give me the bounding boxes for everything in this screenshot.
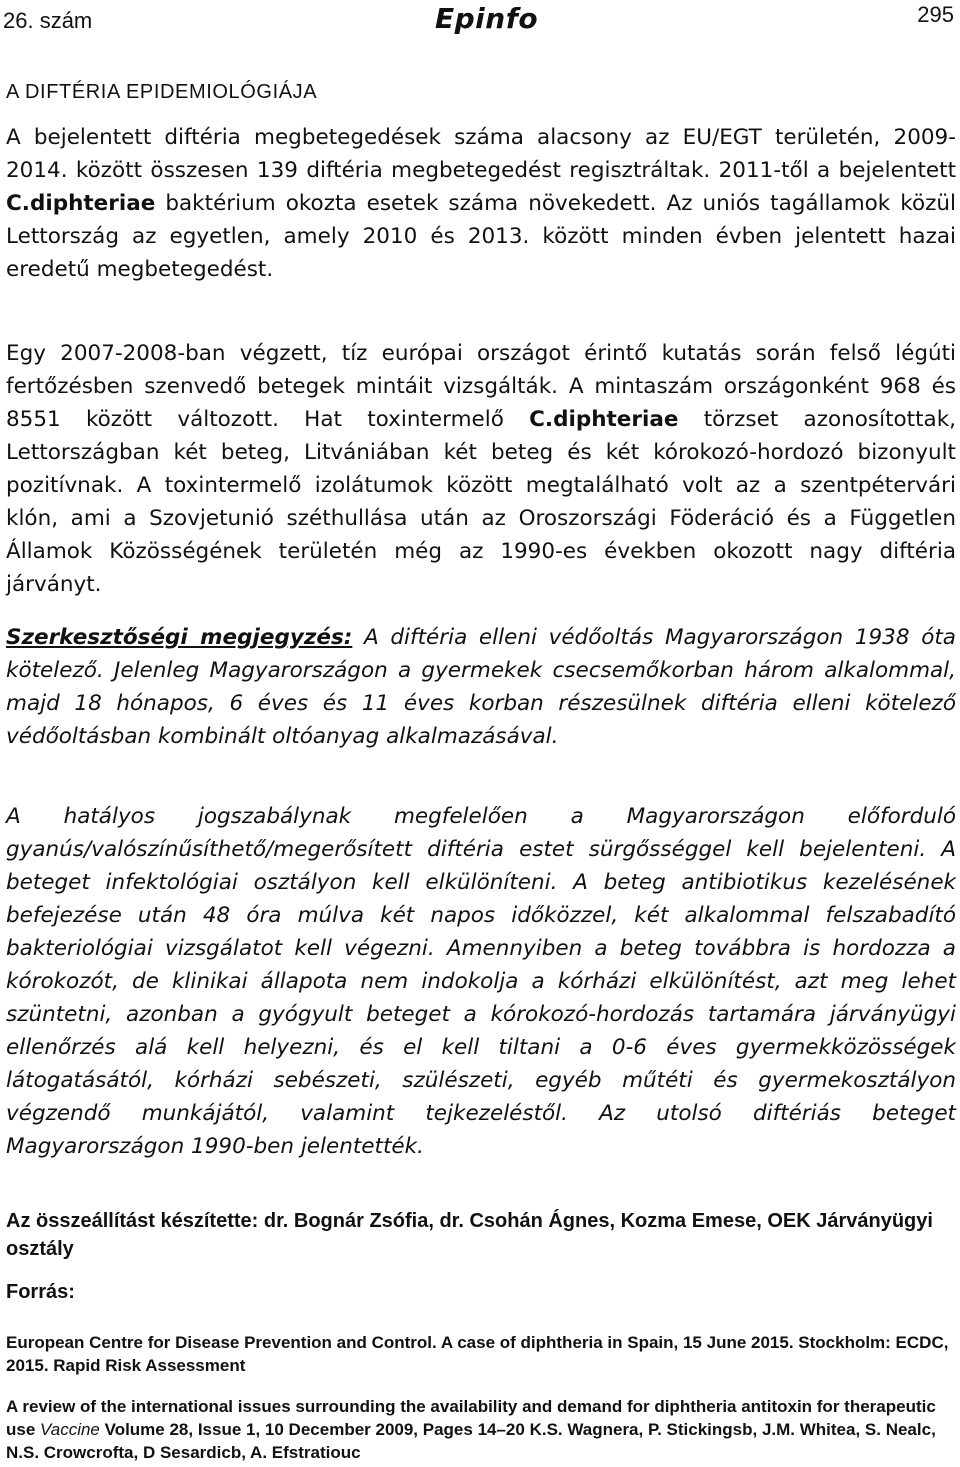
article-title: A DIFTÉRIA EPIDEMIOLÓGIÁJA	[6, 81, 318, 103]
reference-1: European Centre for Disease Prevention and Control. A case of diphtheria in Spain, 15 June 2015. Stockholm: ECDC, 2015. Rapid Risk Assessment	[6, 1333, 949, 1375]
sources-heading: Forrás:	[6, 1281, 75, 1303]
author-line: Az összeállítást készítette: dr. Bognár Zsófia, dr. Csohán Ágnes, Kozma Emese, OEK Járványügyi osztály	[6, 1210, 933, 1260]
p1-species: C.diphteriae	[6, 191, 156, 216]
ref2-journal: Vaccine	[40, 1420, 100, 1439]
editor-note-text: A diftéria elleni védőoltás Magyarországon 1938 óta kötelező. Jelenleg Magyarországon a gyermekek csecsemőkorban három alkalommal, majd 18 hónapos, 6 éves és 11 éves korban részesülnek diftéria elleni kötelező védőoltásban kombinált oltóanyag alkalmazásával.	[6, 625, 956, 749]
paragraph-regulation: A hatályos jogszabálynak megfelelően a Magyarországon előforduló gyanús/valószínűsíthető/megerősített diftéria estet sürgősséggel kell bejelenteni. A beteget infektológiai osztályon kell elkülöníteni. A beteg antibiotikus kezelésének befejezése után 48 óra múlva két napos időközzel, két alkalommal felszabadító bakteriológiai vizsgálatot kell végezni. Amennyiben a beteg továbbra is hordozza a kórokozót, de klinikai állapota nem indokolja a kórházi elkülönítést, azt meg lehet szüntetni, azonban a gyógyult beteget a kórokozó-hordozás tartamára járványügyi ellenőrzés alá kell helyezni, és el kell tiltani a 0-6 éves gyermekközösségek látogatásától, kórházi sebészeti, szülészeti, egyéb műtéti és gyermekosztályon végzendő munkájától, valamint tejkezeléstől. Az utolsó diftériás beteget Magyarországon 1990-ben jelentették.	[6, 804, 956, 1159]
p2-species: C.diphteriae	[529, 407, 679, 432]
issue-number: 26. szám	[3, 8, 93, 33]
paragraph-study	[6, 337, 956, 601]
page-number: 295	[917, 2, 954, 27]
editor-note-label: Szerkesztőségi megjegyzés:	[6, 625, 353, 650]
page-header	[0, 0, 960, 44]
journal-logo: Epinfo	[435, 2, 539, 35]
p1-text-a: A bejelentett diftéria megbetegedések száma alacsony az EU/EGT területén, 2009-2014. között összesen 139 diftéria megbetegedést regisztráltak. 2011-től a bejelentett	[6, 125, 956, 183]
p2-text-a: Egy 2007-2008-ban végzett, tíz európai országot érintő kutatás során felső légúti fertőzésben szenvedő betegek mintáit vizsgálták. A mintaszám országonként 968 és 8551 között változott. Hat toxintermelő	[6, 341, 956, 432]
p1-text-c: baktérium okozta esetek száma növekedett. Az uniós tagállamok közül Lettország az egyetlen, amely 2010 és 2013. között minden évben jelentett hazai eredetű megbetegedést.	[6, 191, 956, 282]
reference-2	[6, 1395, 956, 1464]
ref2-text-c: Volume 28, Issue 1, 10 December 2009, Pages 14–20 K.S. Wagnera, P. Stickingsb, J.M. Whitea, S. Nealc, N.S. Crowcrofta, D Sesardicb, A. Efstratiouc	[6, 1420, 936, 1462]
paragraph-eu-cases	[6, 121, 956, 286]
ref2-text-a: A review of the international issues surrounding the availability and demand for diphtheria antitoxin for therapeutic use	[6, 1397, 936, 1439]
paragraph-editor-note	[6, 621, 956, 753]
p2-text-c: törzset azonosítottak, Lettországban két beteg, Litvániában két beteg és két kórokozó-hordozó bizonyult pozitívnak. A toxintermelő izolátumok között megtalálható volt az a szentpétervári klón, ami a Szovjetunió széthullása után az Oroszországi Föderáció és a Független Államok Közösségének területén még az 1990-es években okozott nagy diftéria járványt.	[6, 407, 956, 597]
